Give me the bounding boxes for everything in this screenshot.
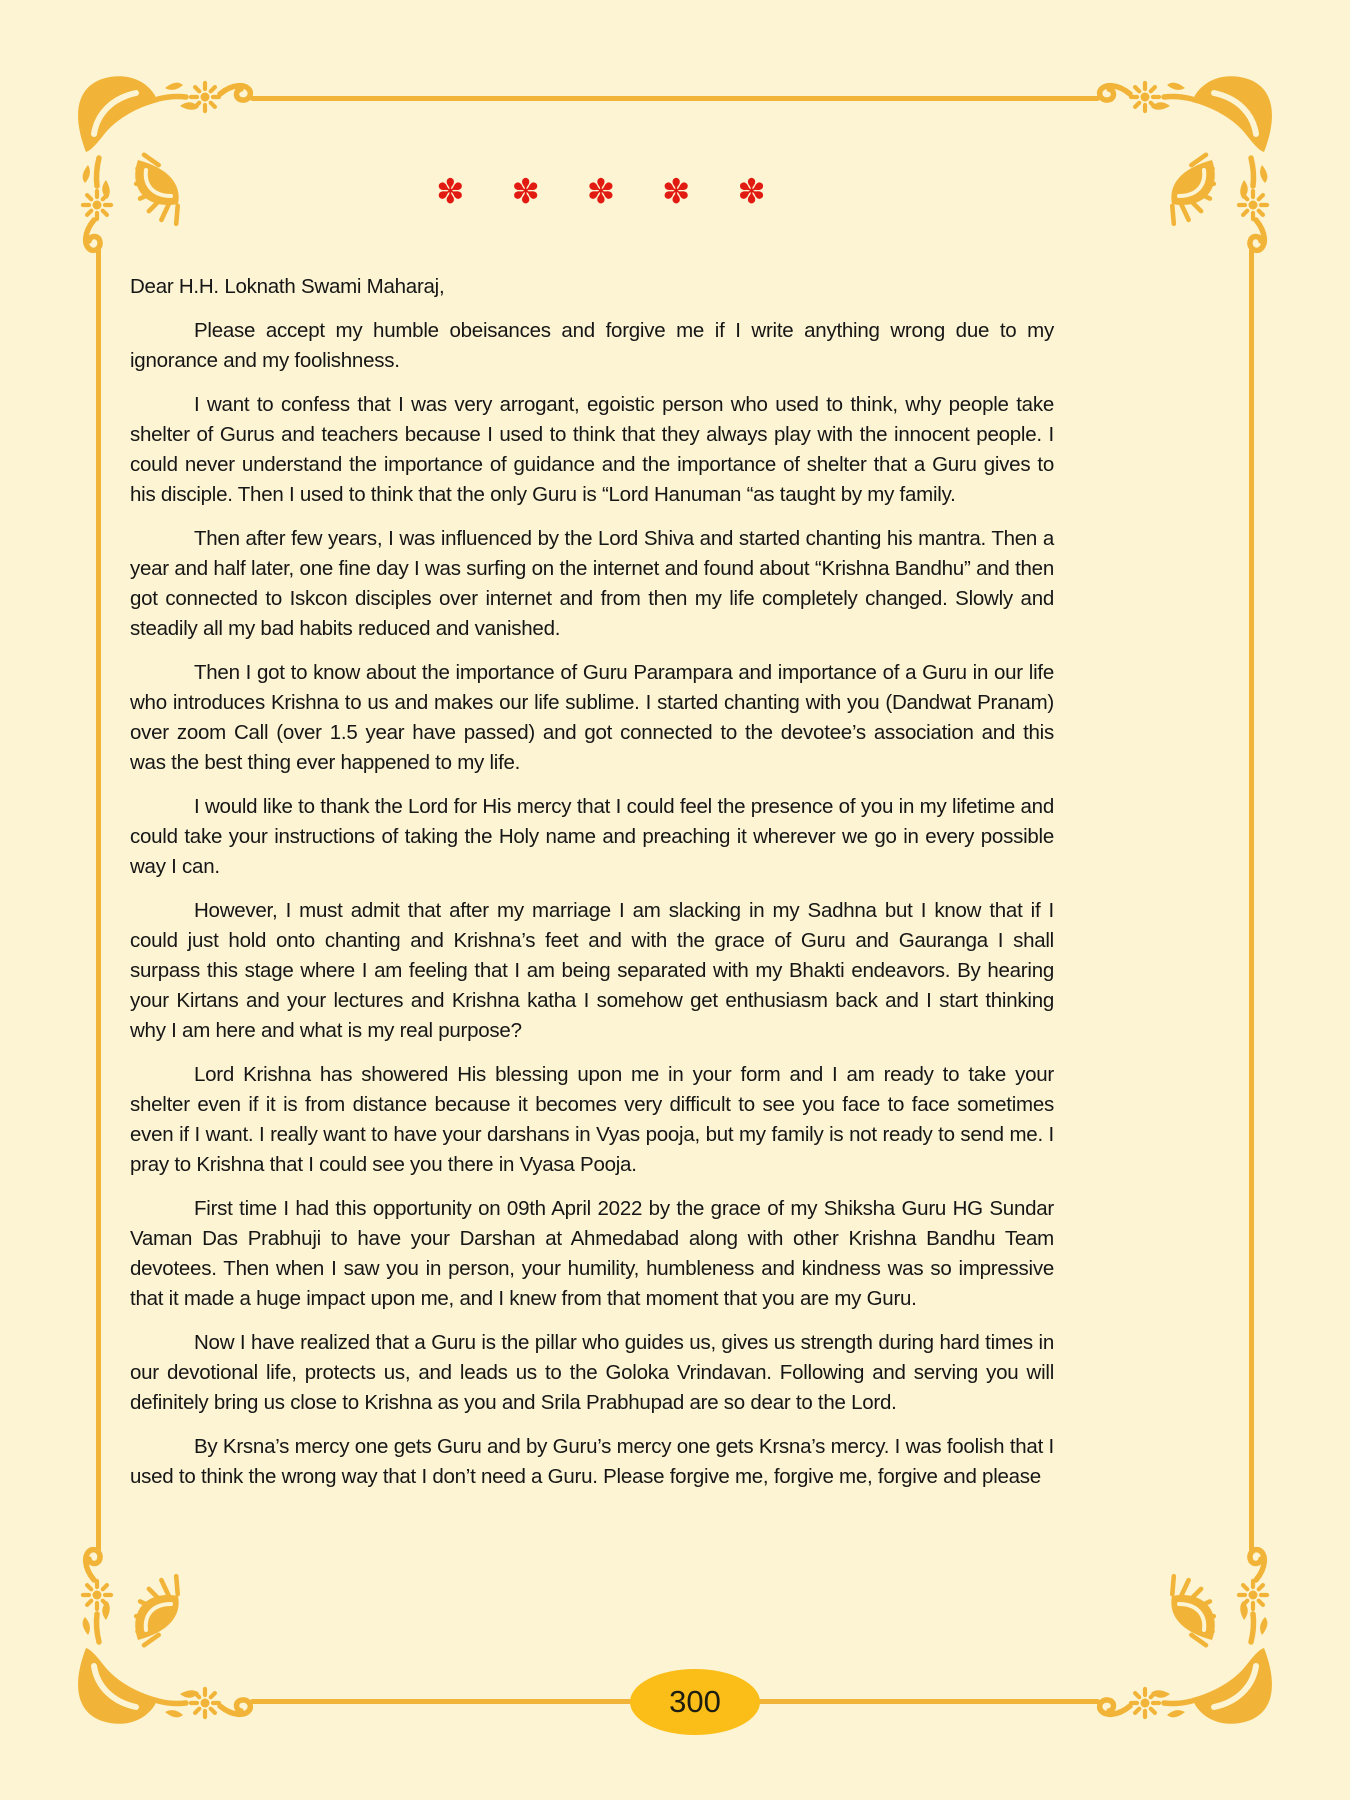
page-number: 300 — [669, 1684, 721, 1719]
letter-paragraph: By Krsna’s mercy one gets Guru and by Guru’s mercy one gets Krsna’s mercy. I was foolish that I used to think the wrong way that I don’t need a Guru. Please forgive me, forgive me, forgive and please — [130, 1435, 1054, 1488]
letter-body — [130, 272, 1054, 1506]
letter-paragraph: Please accept my humble obeisances and forgive me if I write anything wrong due to my ignorance and my foolishness. — [130, 319, 1054, 372]
letter-paragraph: Then after few years, I was influenced by the Lord Shiva and started chanting his mantra. Then a year and half later, one fine day I was surfing on the internet and found about “Krishna Bandhu” and then got connected to Iskcon disciples over internet and from then my life completely changed. Slowly and steadily all my bad habits reduced and vanished. — [130, 527, 1054, 640]
section-divider-stars: ✽ ✽ ✽ ✽ ✽ — [436, 172, 784, 212]
corner-ornament-top-left-icon — [68, 68, 268, 268]
page-number-badge — [630, 1669, 760, 1735]
letter-paragraph: First time I had this opportunity on 09th April 2022 by the grace of my Shiksha Guru HG Sundar Vaman Das Prabhuji to have your Darshan at Ahmedabad along with other Krishna Bandhu Team devotees. Then when I saw you in person, your humility, humbleness and kindness was so impressive that it made a huge impact upon me, and I knew from that moment that you are my Guru. — [130, 1197, 1054, 1310]
border-line-right — [1249, 248, 1254, 1552]
letter-paragraph: I would like to thank the Lord for His mercy that I could feel the presence of you in my lifetime and could take your instructions of taking the Holy name and preaching it wherever we go in every possible way I can. — [130, 795, 1054, 878]
corner-ornament-top-right-icon — [1082, 68, 1282, 268]
letter-paragraph: Then I got to know about the importance of Guru Parampara and importance of a Guru in our life who introduces Krishna to us and makes our life sublime. I started chanting with you (Dandwat Pranam) over zoom Call (over 1.5 year have passed) and got connected to the devotee’s association and this was the best thing ever happened to my life. — [130, 661, 1054, 774]
border-line-top — [250, 96, 1100, 101]
letter-paragraph: Now I have realized that a Guru is the pillar who guides us, gives us strength during hard times in our devotional life, protects us, and leads us to the Goloka Vrindavan. Following and serving you will definitely bring us close to Krishna as you and Srila Prabhupad are so dear to the Lord. — [130, 1331, 1054, 1414]
letter-paragraph: Lord Krishna has showered His blessing upon me in your form and I am ready to take your shelter even if it is from distance because it becomes very difficult to see you face to face sometimes even if I want. I really want to have your darshans in Vyas pooja, but my family is not ready to send me. I pray to Krishna that I could see you there in Vyasa Pooja. — [130, 1063, 1054, 1176]
letter-salutation: Dear H.H. Loknath Swami Maharaj, — [130, 275, 445, 298]
letter-paragraph: I want to confess that I was very arrogant, egoistic person who used to think, why people take shelter of Gurus and teachers because I used to think that they always play with the innocent people. I could never understand the importance of guidance and the importance of shelter that a Guru gives to his disciple. Then I used to think that the only Guru is “Lord Hanuman “as taught by my family. — [130, 393, 1054, 506]
corner-ornament-bottom-right-icon — [1082, 1532, 1282, 1732]
corner-ornament-bottom-left-icon — [68, 1532, 268, 1732]
letter-paragraph: However, I must admit that after my marriage I am slacking in my Sadhna but I know that if I could just hold onto chanting and Krishna’s feet and with the grace of Guru and Gauranga I shall surpass this stage where I am feeling that I am being separated with my Bhakti endeavors. By hearing your Kirtans and your lectures and Krishna katha I somehow get enthusiasm back and I start thinking why I am here and what is my real purpose? — [130, 899, 1054, 1042]
border-line-left — [96, 248, 101, 1552]
